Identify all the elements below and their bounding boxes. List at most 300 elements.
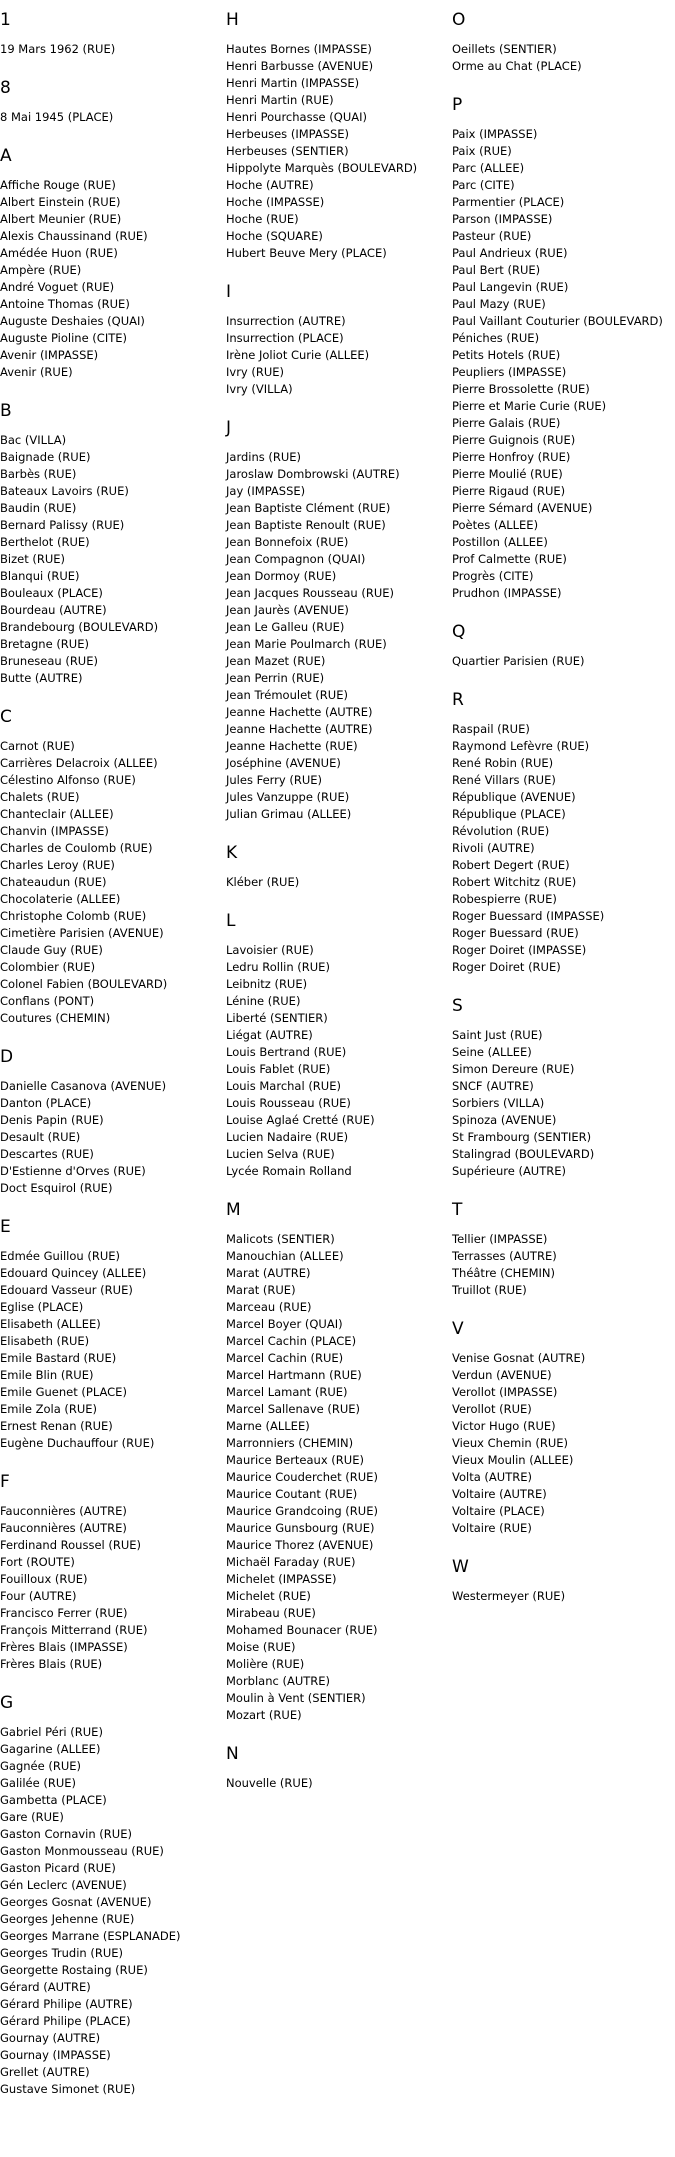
street-entry: André Voguet (RUE) <box>0 280 115 294</box>
street-entry: République (PLACE) <box>452 807 566 821</box>
street-entry: Vieux Moulin (ALLEE) <box>452 1453 574 1467</box>
letter-group <box>452 690 674 976</box>
street-entry: Henri Martin (RUE) <box>226 93 334 107</box>
letter-group <box>0 1047 220 1197</box>
street-entry: Frères Blais (IMPASSE) <box>0 1640 128 1654</box>
street-entry: Jean Jaurès (AVENUE) <box>226 603 349 617</box>
street-entry: Bouleaux (PLACE) <box>0 586 103 600</box>
street-entry: Avenir (RUE) <box>0 365 73 379</box>
street-entry: Leibnitz (RUE) <box>226 977 308 991</box>
street-entry: Fouilloux (RUE) <box>0 1572 88 1586</box>
street-entry: Eugène Duchauffour (RUE) <box>0 1436 155 1450</box>
street-entry: Voltaire (PLACE) <box>452 1504 545 1518</box>
street-entry: Rivoli (AUTRE) <box>452 841 535 855</box>
street-entry: Fauconnières (AUTRE) <box>0 1521 127 1535</box>
street-entry: Herbeuses (SENTIER) <box>226 144 349 158</box>
street-entry: St Frambourg (SENTIER) <box>452 1130 592 1144</box>
street-entry: Marceau (RUE) <box>226 1300 312 1314</box>
street-entry: Charles de Coulomb (RUE) <box>0 841 153 855</box>
street-entry: Pierre Honfroy (RUE) <box>452 450 571 464</box>
street-entry: Lénine (RUE) <box>226 994 301 1008</box>
street-entry: Maurice Coutant (RUE) <box>226 1487 358 1501</box>
street-index-column-2 <box>226 10 446 1792</box>
street-entry: Gaston Cornavin (RUE) <box>0 1827 132 1841</box>
street-entry: Roger Doiret (IMPASSE) <box>452 943 587 957</box>
street-entry: Ivry (VILLA) <box>226 382 293 396</box>
street-entry: Alexis Chaussinand (RUE) <box>0 229 148 243</box>
street-entry: Gérard Philipe (AUTRE) <box>0 1997 133 2011</box>
street-entry: Théâtre (CHEMIN) <box>452 1266 555 1280</box>
street-entry: Hoche (IMPASSE) <box>226 195 325 209</box>
street-entry: Colombier (RUE) <box>0 960 96 974</box>
street-entry: Bretagne (RUE) <box>0 637 89 651</box>
street-entry: Saint Just (RUE) <box>452 1028 543 1042</box>
street-entry: Poètes (ALLEE) <box>452 518 539 532</box>
letter-group <box>0 1217 220 1452</box>
street-entry: Maurice Berteaux (RUE) <box>226 1453 364 1467</box>
section-letter-heading: I <box>226 282 232 302</box>
street-entry: Paul Vaillant Couturier (BOULEVARD) <box>452 314 663 328</box>
letter-group <box>226 282 446 398</box>
street-entry: Prudhon (IMPASSE) <box>452 586 562 600</box>
street-entry: Petits Hotels (RUE) <box>452 348 561 362</box>
street-entry: Victor Hugo (RUE) <box>452 1419 556 1433</box>
street-entry: Claude Guy (RUE) <box>0 943 103 957</box>
street-entry: Robert Witchitz (RUE) <box>452 875 577 889</box>
street-entry: Parc (CITE) <box>452 178 515 192</box>
street-entry: Pierre Brossolette (RUE) <box>452 382 590 396</box>
street-entry: Ernest Renan (RUE) <box>0 1419 113 1433</box>
street-entry: Lucien Selva (RUE) <box>226 1147 335 1161</box>
street-entry: Albert Meunier (RUE) <box>0 212 122 226</box>
section-letter-heading: 8 <box>0 78 11 98</box>
street-entry: Marcel Sallenave (RUE) <box>226 1402 361 1416</box>
street-entry: Elisabeth (ALLEE) <box>0 1317 101 1331</box>
section-letter-heading: C <box>0 707 12 727</box>
street-entry: Baudin (RUE) <box>0 501 77 515</box>
street-entry: Marcel Hartmann (RUE) <box>226 1368 362 1382</box>
section-letter-heading: J <box>226 418 232 438</box>
street-entry: Roger Buessard (RUE) <box>452 926 579 940</box>
street-entry: Mirabeau (RUE) <box>226 1606 316 1620</box>
street-entry: Voltaire (AUTRE) <box>452 1487 547 1501</box>
street-entry: Georges Gosnat (AVENUE) <box>0 1895 152 1909</box>
street-entry: Marcel Cachin (PLACE) <box>226 1334 357 1348</box>
street-entry: Gaston Picard (RUE) <box>0 1861 116 1875</box>
street-entry: Charles Leroy (RUE) <box>0 858 115 872</box>
street-entry: René Villars (RUE) <box>452 773 556 787</box>
street-entry: Bac (VILLA) <box>0 433 67 447</box>
street-entry: Jean Bonnefoix (RUE) <box>226 535 349 549</box>
street-entry: Julian Grimau (ALLEE) <box>226 807 352 821</box>
street-entry: Nouvelle (RUE) <box>226 1776 313 1790</box>
street-entry: Coutures (CHEMIN) <box>0 1011 111 1025</box>
street-entry: Voltaire (RUE) <box>452 1521 532 1535</box>
street-entry: Progrès (CITE) <box>452 569 534 583</box>
street-entry: Péniches (RUE) <box>452 331 540 345</box>
street-entry: Marat (RUE) <box>226 1283 296 1297</box>
street-entry: Gagarine (ALLEE) <box>0 1742 101 1756</box>
street-entry: Danton (PLACE) <box>0 1096 92 1110</box>
street-entry: Chalets (RUE) <box>0 790 80 804</box>
street-entry: Volta (AUTRE) <box>452 1470 532 1484</box>
street-entry: Gén Leclerc (AVENUE) <box>0 1878 127 1892</box>
street-entry: Danielle Casanova (AVENUE) <box>0 1079 167 1093</box>
street-entry: Louis Marchal (RUE) <box>226 1079 341 1093</box>
street-entry: Orme au Chat (PLACE) <box>452 59 582 73</box>
street-entry: Jean Mazet (RUE) <box>226 654 326 668</box>
street-entry: Bateaux Lavoirs (RUE) <box>0 484 129 498</box>
street-entry: Michelet (RUE) <box>226 1589 311 1603</box>
street-entry: René Robin (RUE) <box>452 756 554 770</box>
street-entry: Jay (IMPASSE) <box>226 484 306 498</box>
street-entry: Chateaudun (RUE) <box>0 875 107 889</box>
street-entry: Grellet (AUTRE) <box>0 2065 90 2079</box>
street-entry: Hoche (SQUARE) <box>226 229 323 243</box>
letter-group <box>226 418 446 823</box>
street-entry: Malicots (SENTIER) <box>226 1232 335 1246</box>
section-letter-heading: O <box>452 10 466 30</box>
street-entry: Pierre et Marie Curie (RUE) <box>452 399 607 413</box>
section-letter-heading: V <box>452 1319 464 1339</box>
street-entry: Paix (RUE) <box>452 144 512 158</box>
street-entry: Pierre Guignois (RUE) <box>452 433 576 447</box>
street-entry: République (AVENUE) <box>452 790 576 804</box>
street-entry: Roger Doiret (RUE) <box>452 960 561 974</box>
letter-group <box>0 1472 220 1673</box>
letter-group <box>0 78 220 126</box>
street-entry: Gournay (AUTRE) <box>0 2031 101 2045</box>
section-letter-heading: T <box>452 1200 463 1220</box>
street-entry: Jules Vanzuppe (RUE) <box>226 790 350 804</box>
letter-group <box>452 1200 674 1299</box>
street-entry: Hoche (RUE) <box>226 212 299 226</box>
street-entry: Louis Fablet (RUE) <box>226 1062 331 1076</box>
street-entry: Jeanne Hachette (AUTRE) <box>226 705 373 719</box>
street-entry: Auguste Deshaies (QUAI) <box>0 314 145 328</box>
street-entry: Emile Blin (RUE) <box>0 1368 94 1382</box>
street-entry: Irène Joliot Curie (ALLEE) <box>226 348 370 362</box>
street-entry: Roger Buessard (IMPASSE) <box>452 909 605 923</box>
street-entry: Tellier (IMPASSE) <box>452 1232 548 1246</box>
street-entry: Peupliers (IMPASSE) <box>452 365 567 379</box>
street-entry: Verdun (AVENUE) <box>452 1368 552 1382</box>
street-entry: Francisco Ferrer (RUE) <box>0 1606 128 1620</box>
street-entry: Gagnée (RUE) <box>0 1759 81 1773</box>
letter-group <box>452 622 674 670</box>
street-entry: Gabriel Péri (RUE) <box>0 1725 103 1739</box>
street-entry: D'Estienne d'Orves (RUE) <box>0 1164 146 1178</box>
street-entry: Moulin à Vent (SENTIER) <box>226 1691 366 1705</box>
street-entry: Brandebourg (BOULEVARD) <box>0 620 159 634</box>
letter-group <box>0 707 220 1027</box>
street-entry: Jean Baptiste Clément (RUE) <box>226 501 391 515</box>
street-entry: Gaston Monmousseau (RUE) <box>0 1844 164 1858</box>
street-entry: Edouard Quincey (ALLEE) <box>0 1266 147 1280</box>
street-entry: Terrasses (AUTRE) <box>452 1249 557 1263</box>
street-entry: Seine (ALLEE) <box>452 1045 532 1059</box>
street-entry: Gare (RUE) <box>0 1810 64 1824</box>
street-entry: Emile Bastard (RUE) <box>0 1351 117 1365</box>
street-entry: Elisabeth (RUE) <box>0 1334 90 1348</box>
street-entry: Chanvin (IMPASSE) <box>0 824 109 838</box>
street-entry: Liberté (SENTIER) <box>226 1011 328 1025</box>
section-letter-heading: H <box>226 10 239 30</box>
section-letter-heading: G <box>0 1693 14 1713</box>
street-entry: Jean Perrin (RUE) <box>226 671 325 685</box>
street-entry: Parmentier (PLACE) <box>452 195 565 209</box>
street-entry: Hoche (AUTRE) <box>226 178 314 192</box>
street-entry: Henri Martin (IMPASSE) <box>226 76 360 90</box>
street-entry: Hautes Bornes (IMPASSE) <box>226 42 372 56</box>
street-entry: Maurice Gunsbourg (RUE) <box>226 1521 375 1535</box>
street-entry: Hubert Beuve Mery (PLACE) <box>226 246 387 260</box>
street-entry: Denis Papin (RUE) <box>0 1113 104 1127</box>
street-entry: Emile Guenet (PLACE) <box>0 1385 127 1399</box>
section-letter-heading: P <box>452 95 463 115</box>
street-entry: Raspail (RUE) <box>452 722 530 736</box>
street-entry: 8 Mai 1945 (PLACE) <box>0 110 114 124</box>
street-entry: Louise Aglaé Cretté (RUE) <box>226 1113 375 1127</box>
street-entry: Maurice Couderchet (RUE) <box>226 1470 378 1484</box>
street-entry: Georges Marrane (ESPLANADE) <box>0 1929 181 1943</box>
street-entry: Berthelot (RUE) <box>0 535 90 549</box>
street-entry: Bernard Palissy (RUE) <box>0 518 125 532</box>
street-entry: Gournay (IMPASSE) <box>0 2048 111 2062</box>
street-entry: Paix (IMPASSE) <box>452 127 538 141</box>
street-entry: Chocolaterie (ALLEE) <box>0 892 121 906</box>
street-entry: Vieux Chemin (RUE) <box>452 1436 569 1450</box>
street-entry: Jean Jacques Rousseau (RUE) <box>226 586 395 600</box>
street-entry: Frères Blais (RUE) <box>0 1657 103 1671</box>
street-entry: Parc (ALLEE) <box>452 161 525 175</box>
street-entry: Pierre Moulié (RUE) <box>452 467 563 481</box>
street-entry: Bourdeau (AUTRE) <box>0 603 107 617</box>
street-entry: Avenir (IMPASSE) <box>0 348 99 362</box>
street-entry: Emile Zola (RUE) <box>0 1402 98 1416</box>
street-entry: Barbès (RUE) <box>0 467 77 481</box>
street-entry: Jean Marie Poulmarch (RUE) <box>226 637 387 651</box>
street-entry: Butte (AUTRE) <box>0 671 83 685</box>
street-entry: Georges Jehenne (RUE) <box>0 1912 135 1926</box>
letter-group <box>0 401 220 687</box>
street-entry: Doct Esquirol (RUE) <box>0 1181 113 1195</box>
street-entry: Révolution (RUE) <box>452 824 550 838</box>
street-entry: Robespierre (RUE) <box>452 892 557 906</box>
section-letter-heading: F <box>0 1472 10 1492</box>
street-entry: Célestino Alfonso (RUE) <box>0 773 136 787</box>
street-entry: Supérieure (AUTRE) <box>452 1164 566 1178</box>
street-entry: Molière (RUE) <box>226 1657 305 1671</box>
street-entry: Paul Langevin (RUE) <box>452 280 569 294</box>
street-entry: Henri Barbusse (AVENUE) <box>226 59 374 73</box>
street-entry: Eglise (PLACE) <box>0 1300 84 1314</box>
letter-group <box>452 95 674 602</box>
street-entry: Gérard (AUTRE) <box>0 1980 91 1994</box>
street-entry: Ferdinand Roussel (RUE) <box>0 1538 142 1552</box>
street-entry: Ledru Rollin (RUE) <box>226 960 330 974</box>
street-entry: Gambetta (PLACE) <box>0 1793 107 1807</box>
street-entry: Insurrection (AUTRE) <box>226 314 346 328</box>
letter-group <box>226 10 446 262</box>
street-entry: Marronniers (CHEMIN) <box>226 1436 354 1450</box>
street-entry: Liégat (AUTRE) <box>226 1028 313 1042</box>
street-entry: Amédée Huon (RUE) <box>0 246 118 260</box>
street-entry: Bruneseau (RUE) <box>0 654 98 668</box>
street-entry: Manouchian (ALLEE) <box>226 1249 344 1263</box>
street-entry: Georgette Rostaing (RUE) <box>0 1963 148 1977</box>
street-entry: Carnot (RUE) <box>0 739 75 753</box>
street-entry: Prof Calmette (RUE) <box>452 552 567 566</box>
street-entry: Desault (RUE) <box>0 1130 81 1144</box>
street-entry: Jardins (RUE) <box>226 450 302 464</box>
section-letter-heading: Q <box>452 622 466 642</box>
section-letter-heading: N <box>226 1744 239 1764</box>
letter-group <box>0 146 220 381</box>
street-index-column-1 <box>0 10 220 2098</box>
street-entry: Moise (RUE) <box>226 1640 296 1654</box>
street-entry: Ivry (RUE) <box>226 365 285 379</box>
street-entry: Jules Ferry (RUE) <box>226 773 323 787</box>
letter-group <box>226 1200 446 1724</box>
letter-group <box>0 10 220 58</box>
street-entry: Jaroslaw Dombrowski (AUTRE) <box>226 467 400 481</box>
street-entry: Pierre Galais (RUE) <box>452 416 561 430</box>
street-entry: Edouard Vasseur (RUE) <box>0 1283 133 1297</box>
street-entry: Chanteclair (ALLEE) <box>0 807 114 821</box>
street-entry: Jean Baptiste Renoult (RUE) <box>226 518 386 532</box>
street-entry: Postillon (ALLEE) <box>452 535 548 549</box>
street-entry: Henri Pourchasse (QUAI) <box>226 110 367 124</box>
street-entry: Mozart (RUE) <box>226 1708 302 1722</box>
street-entry: Pierre Sémard (AVENUE) <box>452 501 593 515</box>
street-entry: François Mitterrand (RUE) <box>0 1623 148 1637</box>
street-entry: Marcel Lamant (RUE) <box>226 1385 348 1399</box>
section-letter-heading: R <box>452 690 464 710</box>
section-letter-heading: L <box>226 911 236 931</box>
letter-group <box>452 1319 674 1537</box>
section-letter-heading: 1 <box>0 10 11 30</box>
street-entry: Baignade (RUE) <box>0 450 91 464</box>
street-entry: Morblanc (AUTRE) <box>226 1674 331 1688</box>
section-letter-heading: M <box>226 1200 241 1220</box>
street-entry: Insurrection (PLACE) <box>226 331 344 345</box>
street-entry: Affiche Rouge (RUE) <box>0 178 116 192</box>
street-entry: Joséphine (AVENUE) <box>226 756 341 770</box>
street-index-column-3 <box>452 10 674 1605</box>
street-entry: Stalingrad (BOULEVARD) <box>452 1147 595 1161</box>
letter-group <box>452 996 674 1180</box>
street-entry: Fauconnières (AUTRE) <box>0 1504 127 1518</box>
street-entry: Kléber (RUE) <box>226 875 300 889</box>
street-entry: Maurice Thorez (AVENUE) <box>226 1538 374 1552</box>
street-entry: Paul Bert (RUE) <box>452 263 541 277</box>
street-entry: Sorbiers (VILLA) <box>452 1096 545 1110</box>
street-entry: Marne (ALLEE) <box>226 1419 310 1433</box>
street-entry: Jeanne Hachette (AUTRE) <box>226 722 373 736</box>
street-entry: Carrières Delacroix (ALLEE) <box>0 756 158 770</box>
street-entry: Marcel Cachin (RUE) <box>226 1351 344 1365</box>
street-entry: Pasteur (RUE) <box>452 229 532 243</box>
street-entry: Mohamed Bounacer (RUE) <box>226 1623 378 1637</box>
letter-group <box>452 1557 674 1605</box>
section-letter-heading: E <box>0 1217 11 1237</box>
street-entry: Jean Trémoulet (RUE) <box>226 688 348 702</box>
section-letter-heading: S <box>452 996 463 1016</box>
street-entry: SNCF (AUTRE) <box>452 1079 534 1093</box>
street-entry: Simon Dereure (RUE) <box>452 1062 575 1076</box>
section-letter-heading: D <box>0 1047 14 1067</box>
street-entry: Conflans (PONT) <box>0 994 95 1008</box>
street-entry: Galilée (RUE) <box>0 1776 76 1790</box>
street-entry: Marcel Boyer (QUAI) <box>226 1317 343 1331</box>
street-entry: Georges Trudin (RUE) <box>0 1946 124 1960</box>
section-letter-heading: W <box>452 1557 469 1577</box>
street-entry: Bizet (RUE) <box>0 552 66 566</box>
street-entry: Maurice Grandcoing (RUE) <box>226 1504 378 1518</box>
street-entry: Hippolyte Marquès (BOULEVARD) <box>226 161 418 175</box>
street-entry: Raymond Lefèvre (RUE) <box>452 739 590 753</box>
street-entry: Oeillets (SENTIER) <box>452 42 557 56</box>
street-entry: Jean Dormoy (RUE) <box>226 569 337 583</box>
street-entry: Louis Rousseau (RUE) <box>226 1096 351 1110</box>
letter-group <box>226 911 446 1180</box>
street-entry: Marat (AUTRE) <box>226 1266 311 1280</box>
street-entry: Westermeyer (RUE) <box>452 1589 566 1603</box>
street-entry: Lycée Romain Rolland <box>226 1164 352 1178</box>
street-entry: Albert Einstein (RUE) <box>0 195 121 209</box>
section-letter-heading: A <box>0 146 12 166</box>
street-entry: Descartes (RUE) <box>0 1147 94 1161</box>
street-entry: Paul Andrieux (RUE) <box>452 246 568 260</box>
street-entry: Jean Compagnon (QUAI) <box>226 552 366 566</box>
street-entry: Michelet (IMPASSE) <box>226 1572 337 1586</box>
street-entry: Cimetière Parisien (AVENUE) <box>0 926 164 940</box>
street-entry: Verollot (IMPASSE) <box>452 1385 558 1399</box>
street-entry: Fort (ROUTE) <box>0 1555 75 1569</box>
street-entry: 19 Mars 1962 (RUE) <box>0 42 116 56</box>
street-entry: Michaël Faraday (RUE) <box>226 1555 356 1569</box>
street-entry: Herbeuses (IMPASSE) <box>226 127 350 141</box>
street-entry: Edmée Guillou (RUE) <box>0 1249 120 1263</box>
street-entry: Paul Mazy (RUE) <box>452 297 546 311</box>
street-entry: Pierre Rigaud (RUE) <box>452 484 566 498</box>
street-entry: Jeanne Hachette (RUE) <box>226 739 358 753</box>
section-letter-heading: B <box>0 401 12 421</box>
street-entry: Robert Degert (RUE) <box>452 858 570 872</box>
letter-group <box>226 1744 446 1792</box>
street-entry: Gérard Philipe (PLACE) <box>0 2014 131 2028</box>
street-entry: Parson (IMPASSE) <box>452 212 553 226</box>
street-entry: Truillot (RUE) <box>452 1283 527 1297</box>
street-entry: Quartier Parisien (RUE) <box>452 654 585 668</box>
letter-group <box>0 1693 220 2098</box>
street-entry: Spinoza (AVENUE) <box>452 1113 557 1127</box>
street-entry: Colonel Fabien (BOULEVARD) <box>0 977 168 991</box>
street-entry: Christophe Colomb (RUE) <box>0 909 147 923</box>
street-entry: Ampère (RUE) <box>0 263 82 277</box>
street-entry: Louis Bertrand (RUE) <box>226 1045 347 1059</box>
letter-group <box>452 10 674 75</box>
street-entry: Lucien Nadaire (RUE) <box>226 1130 349 1144</box>
street-entry: Jean Le Galleu (RUE) <box>226 620 345 634</box>
letter-group <box>226 843 446 891</box>
street-entry: Blanqui (RUE) <box>0 569 80 583</box>
section-letter-heading: K <box>226 843 238 863</box>
street-entry: Four (AUTRE) <box>0 1589 77 1603</box>
street-entry: Antoine Thomas (RUE) <box>0 297 130 311</box>
street-entry: Lavoisier (RUE) <box>226 943 314 957</box>
